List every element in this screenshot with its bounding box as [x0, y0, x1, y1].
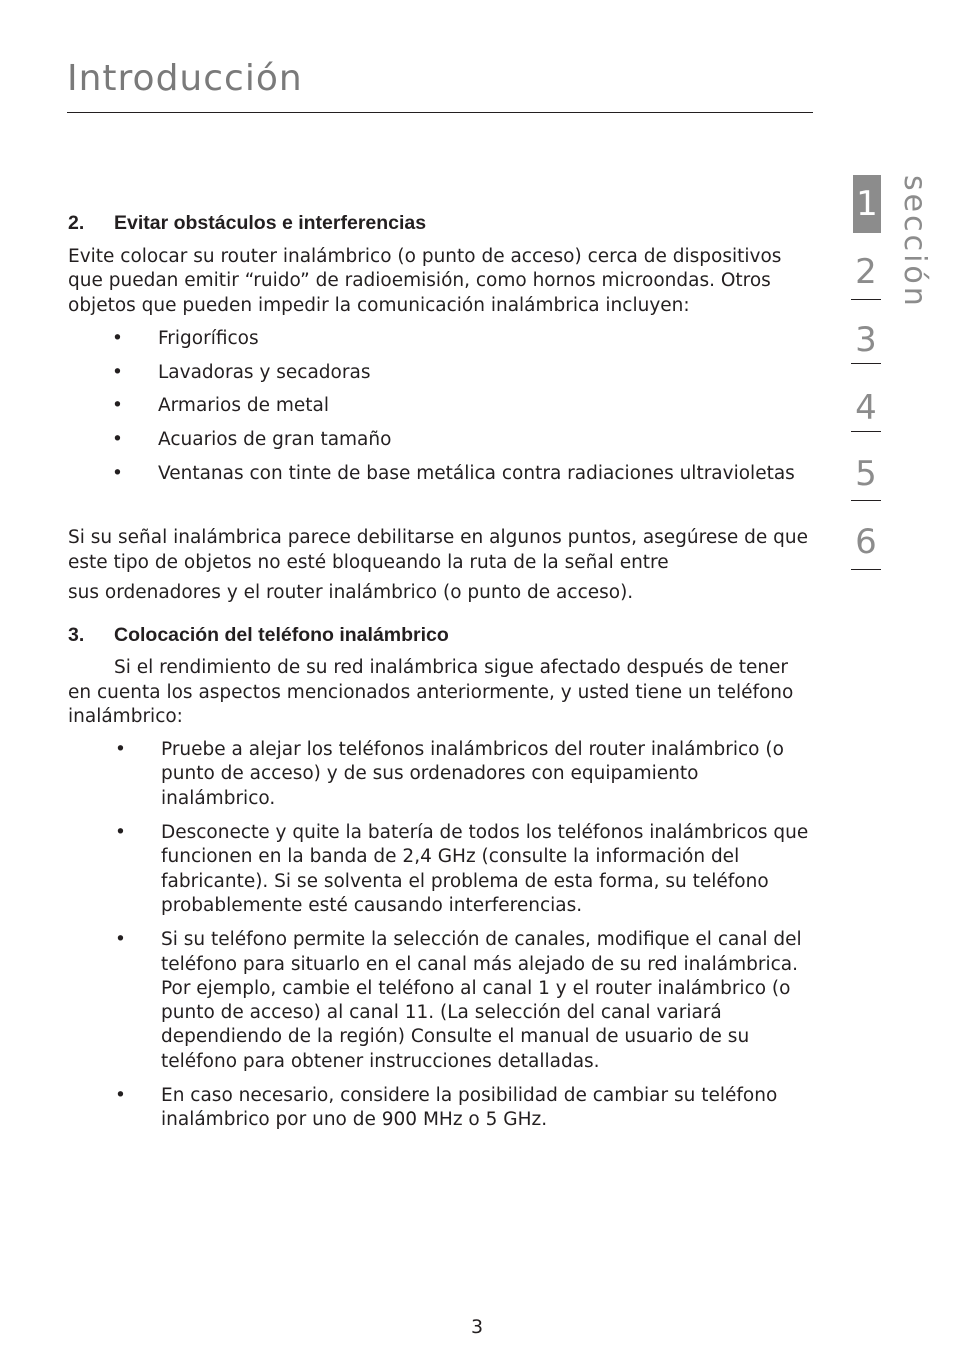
section-2-note-end: sus ordenadores y el router inalámbrico (o punto de acceso). [68, 581, 634, 603]
section-tab-6[interactable]: 6 [855, 522, 877, 562]
list-item: • Lavadoras y secadoras [68, 361, 814, 385]
list-item: • Si su teléfono permite la selección de canales, modifique el canal del teléfono para situarlo en el canal más alejado de su red inalámbrica. Por ejemplo, cambie el teléfono al canal 1 y el router inalámbrico (o punto de acceso) al canal 11. (La selección del canal variará dependiendo de la región) Consulte el manual de usuario de su teléfono para obtener instrucciones detalladas. [68, 928, 814, 1074]
bullet-icon: • [115, 739, 126, 761]
section-divider [851, 431, 881, 432]
bullet-icon: • [112, 361, 123, 383]
section-3-intro: Si el rendimiento de su red inalámbrica sigue afectado después de tener en cuenta los aspectos mencionados anteriormente, y usted tiene un teléfono inalámbrico: [68, 657, 794, 727]
list-item: • Desconecte y quite la batería de todos los teléfonos inalámbricos que funcionen en la banda de 2,4 GHz (consulte la información del fabricante). Si se solventa el problema de esta forma, su teléfono probablemente esté causando interferencias. [68, 821, 814, 918]
list-item: • Acuarios de gran tamaño [68, 428, 814, 452]
list-item: • Frigoríficos [68, 327, 814, 351]
header-divider [67, 112, 813, 113]
section-2-note: Si su señal inalámbrica parece debilitarse en algunos puntos, asegúrese de que este tipo de objetos no esté bloqueando la ruta de la señal entre [68, 527, 808, 573]
section-divider [851, 299, 881, 300]
list-item: • En caso necesario, considere la posibilidad de cambiar su teléfono inalámbrico por uno de 900 MHz o 5 GHz. [68, 1084, 814, 1133]
bullet-icon: • [115, 822, 126, 844]
section-2-title: Evitar obstáculos e interferencias [114, 212, 427, 234]
page-number: 3 [470, 1316, 484, 1338]
section-tab-5[interactable]: 5 [855, 454, 877, 494]
section-2-number: 2. [68, 212, 85, 234]
section-tab-2[interactable]: 2 [855, 252, 877, 292]
bullet-icon: • [115, 1085, 126, 1107]
section-label: sección [897, 175, 932, 309]
section-3-heading [68, 622, 814, 648]
section-divider [851, 500, 881, 501]
section-tab-1-active[interactable]: 1 [853, 175, 881, 233]
list-item: • Ventanas con tinte de base metálica contra radiaciones ultravioletas [68, 462, 814, 486]
bullet-icon: • [112, 327, 123, 349]
section-divider [851, 363, 881, 364]
section-tab-4[interactable]: 4 [855, 388, 877, 428]
section-2-heading [68, 210, 814, 236]
section-3-title: Colocación del teléfono inalámbrico [114, 624, 449, 647]
section-2-intro: Evite colocar su router inalámbrico (o punto de acceso) cerca de dispositivos que puedan emitir “ruido” de radioemisión, como hornos microondas. Otros objetos que pueden impedir la comunicación inalámbrica incluyen: [68, 246, 782, 316]
section-nav [851, 175, 951, 595]
list-item: • Armarios de metal [68, 394, 814, 418]
page-title: Introducción [67, 58, 303, 99]
section-3-number: 3. [68, 624, 85, 647]
section-tab-3[interactable]: 3 [855, 320, 877, 360]
bullet-icon: • [112, 463, 123, 485]
bullet-icon: • [112, 429, 123, 451]
list-item: • Pruebe a alejar los teléfonos inalámbricos del router inalámbrico (o punto de acceso) y de sus ordenadores con equipamiento inalámbrico. [68, 738, 814, 811]
bullet-icon: • [112, 395, 123, 417]
bullet-icon: • [115, 929, 126, 951]
main-content [68, 210, 814, 1143]
section-divider [851, 569, 881, 570]
phone-tips-list [68, 738, 814, 1132]
obstacle-list [68, 327, 814, 486]
